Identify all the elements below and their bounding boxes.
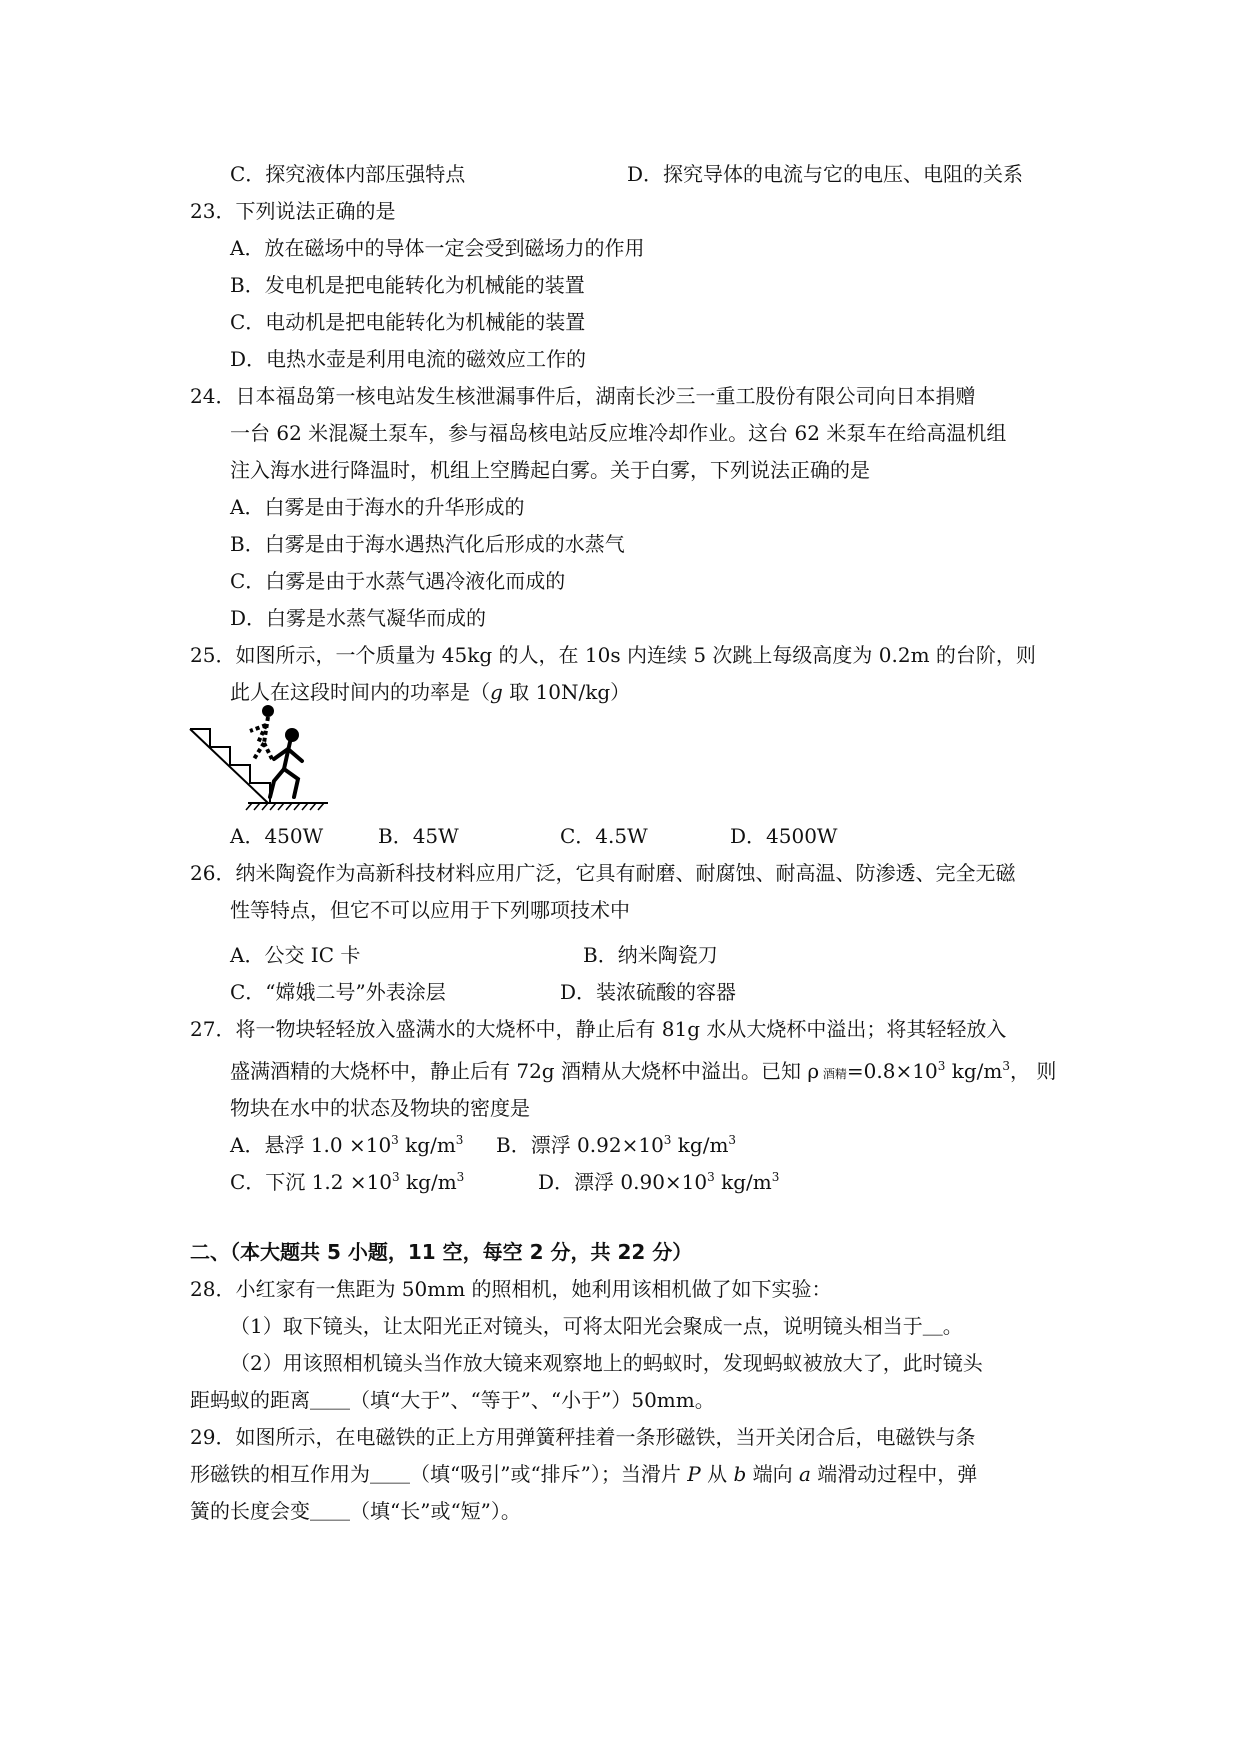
q23-stem: 23．下列说法正确的是 (190, 199, 396, 223)
q27-option-d: D．漂浮 $0.90\times 10^3$ $kg/m^3$ (538, 1170, 780, 1194)
q23-option-c: C．电动机是把电能转化为机械能的装置 (230, 310, 586, 334)
q26-option-c: C．“嫦娥二号”外表涂层 (230, 980, 446, 1004)
q27-stem-line1: 27．将一物块轻轻放入盛满水的大烧杯中，静止后有 81g 水从大烧杯中溢出；将其轻轻放入 (190, 1017, 1007, 1041)
stairs-jumper-figure (188, 703, 333, 811)
q27-option-c: C．下沉 $1.2 \times 10^3$ $kg/m^3$ (230, 1170, 465, 1194)
q25-stem-line2: 此人在这段时间内的功率是（g 取 10N/kg） (230, 680, 631, 704)
q23-option-b: B．发电机是把电能转化为机械能的装置 (230, 273, 585, 297)
q27-option-a: A．悬浮 $1.0 \times 10^3$ $kg/m^3$ (230, 1133, 464, 1157)
q26-stem-line1: 26．纳米陶瓷作为高新科技材料应用广泛，它具有耐磨、耐腐蚀、耐高温、防渗透、完全无磁 (190, 861, 1016, 885)
q26-option-d: D．装浓硫酸的容器 (560, 980, 737, 1004)
q28-part1: （1）取下镜头，让太阳光正对镜头，可将太阳光会聚成一点，说明镜头相当于＿。 (230, 1314, 963, 1338)
q27-stem-line3: 物块在水中的状态及物块的密度是 (230, 1096, 530, 1120)
q24-option-d: D．白雾是水蒸气凝华而成的 (230, 606, 487, 630)
q26-option-a: A．公交 IC 卡 (230, 943, 361, 967)
q28-stem: 28．小红家有一焦距为 50mm 的照相机，她利用该相机做了如下实验： (190, 1277, 832, 1301)
q27-stem-line2: 盛满酒精的大烧杯中，静止后有 72g 酒精从大烧杯中溢出。已知 ρ 酒精$=0.8\times 10^3$ $kg/m^3$， 则 (230, 1059, 1057, 1083)
q24-stem-line3: 注入海水进行降温时，机组上空腾起白雾。关于白雾，下列说法正确的是 (230, 458, 870, 482)
q29-line2: 形磁铁的相互作用为＿＿（填“吸引”或“排斥”）；当滑片 P 从 b 端向 a 端滑动过程中，弹 (190, 1462, 978, 1486)
q24-option-c: C．白雾是由于水蒸气遇冷液化而成的 (230, 569, 566, 593)
q28-part2-line1: （2）用该照相机镜头当作放大镜来观察地上的蚂蚁时，发现蚂蚁被放大了，此时镜头 (230, 1351, 983, 1375)
q22-option-d: D．探究导体的电流与它的电压、电阻的关系 (627, 162, 1024, 186)
q24-option-a: A．白雾是由于海水的升华形成的 (230, 495, 525, 519)
q26-stem-line2: 性等特点，但它不可以应用于下列哪项技术中 (230, 898, 630, 922)
q29-line3: 簧的长度会变＿＿（填“长”或“短”）。 (190, 1499, 521, 1523)
q22-option-c: C．探究液体内部压强特点 (230, 162, 466, 186)
q24-stem-line1: 24．日本福岛第一核电站发生核泄漏事件后，湖南长沙三一重工股份有限公司向日本捐赠 (190, 384, 976, 408)
q24-option-b: B．白雾是由于海水遇热汽化后形成的水蒸气 (230, 532, 625, 556)
q25-stem-line1: 25．如图所示，一个质量为 45kg 的人，在 10s 内连续 5 次跳上每级高度为 0.2m 的台阶，则 (190, 643, 1036, 667)
q26-option-b: B．纳米陶瓷刀 (583, 943, 718, 967)
q25-option-a: A．450W (230, 824, 324, 848)
q23-option-d: D．电热水壶是利用电流的磁效应工作的 (230, 347, 587, 371)
q28-part2-line2: 距蚂蚁的距离＿＿（填“大于”、“等于”、“小于”）50mm。 (190, 1388, 715, 1412)
q29-line1: 29．如图所示，在电磁铁的正上方用弹簧秤挂着一条形磁铁，当开关闭合后，电磁铁与条 (190, 1425, 976, 1449)
q25-option-d: D．4500W (730, 824, 838, 848)
q24-stem-line2: 一台 62 米混凝土泵车，参与福岛核电站反应堆冷却作业。这台 62 米泵车在给高温机组 (230, 421, 1007, 445)
q25-option-c: C．4.5W (560, 824, 648, 848)
q25-option-b: B．45W (378, 824, 459, 848)
section-2-heading: 二、（本大题共 5 小题，11 空，每空 2 分，共 22 分） (190, 1240, 693, 1264)
q23-option-a: A．放在磁场中的导体一定会受到磁场力的作用 (230, 236, 645, 260)
q27-option-b: B．漂浮 $0.92\times 10^3$ $kg/m^3$ (496, 1133, 737, 1157)
